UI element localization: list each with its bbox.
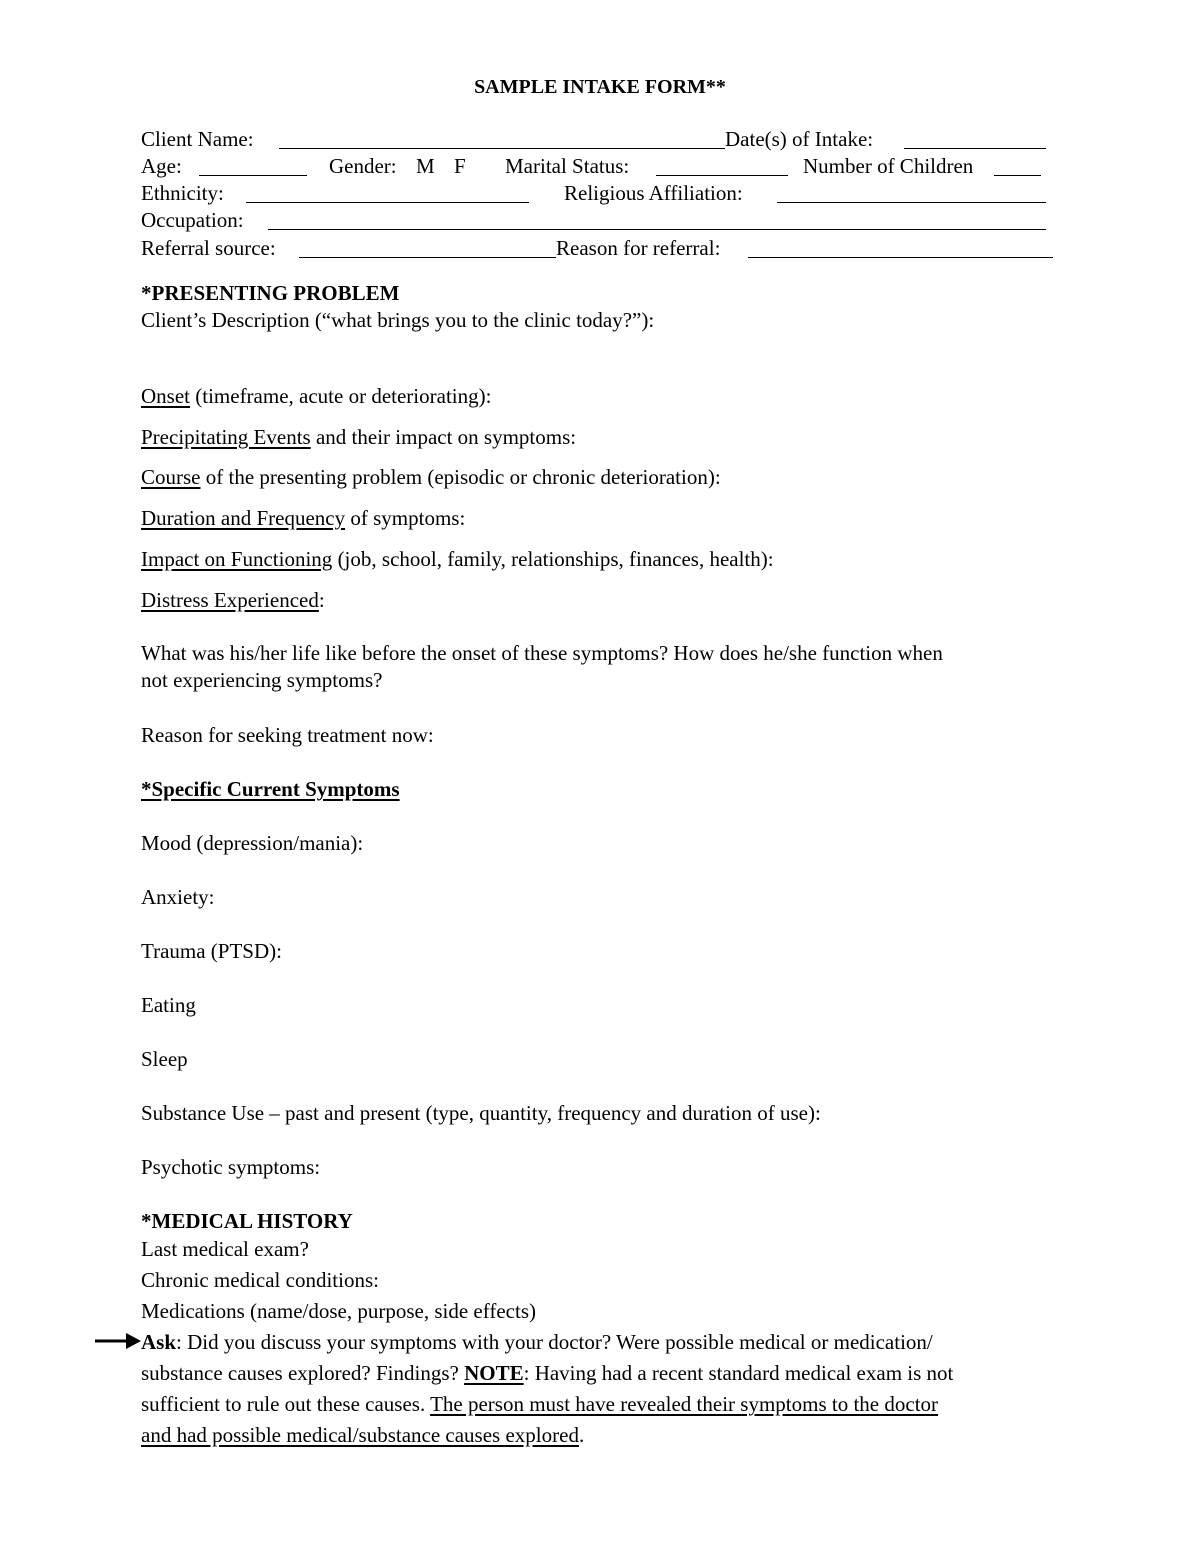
marital-status-label: Marital Status: (505, 154, 630, 178)
reason-seeking-treatment-prompt: Reason for seeking treatment now: (141, 723, 434, 747)
psychotic-symptoms-prompt: Psychotic symptoms: (141, 1155, 321, 1179)
distress-experienced-label: Distress Experienced (141, 588, 319, 612)
course-text: of the presenting problem (episodic or chronic deterioration): (200, 465, 721, 489)
substance-use-prompt: Substance Use – past and present (type, quantity, frequency and duration of use): (141, 1101, 821, 1125)
age-field[interactable] (199, 175, 307, 176)
eating-prompt: Eating (141, 993, 196, 1017)
occupation-field[interactable] (268, 229, 1046, 230)
duration-frequency-text: of symptoms: (345, 506, 466, 530)
ask-line3 (141, 1391, 938, 1417)
impact-on-functioning-text: (job, school, family, relationships, finances, health): (332, 547, 774, 571)
ask-line4-underlined: and had possible medical/substance causes explored (141, 1423, 579, 1447)
ask-line4 (141, 1422, 584, 1448)
duration-frequency-label: Duration and Frequency (141, 506, 346, 530)
medications-prompt: Medications (name/dose, purpose, side effects) (141, 1299, 536, 1323)
current-symptoms-heading: *Specific Current Symptoms (141, 777, 400, 801)
number-of-children-field[interactable] (994, 175, 1041, 176)
religious-affiliation-label: Religious Affiliation: (564, 181, 743, 205)
ask-line2-text: substance causes explored? Findings? (141, 1361, 465, 1385)
distress-experienced-prompt (141, 587, 325, 613)
dates-of-intake-field[interactable] (904, 148, 1046, 149)
form-title: SAMPLE INTAKE FORM** (474, 76, 726, 98)
impact-on-functioning-prompt (141, 546, 774, 572)
ask-text: : Did you discuss your symptoms with your doctor? Were possible medical or medication/ (176, 1330, 933, 1354)
chronic-conditions-prompt: Chronic medical conditions: (141, 1268, 379, 1292)
occupation-label: Occupation: (141, 208, 244, 232)
referral-source-label: Referral source: (141, 236, 276, 260)
ask-line3-underlined: The person must have revealed their symptoms to the doctor (430, 1392, 939, 1416)
mood-prompt: Mood (depression/mania): (141, 831, 364, 855)
arrow-right-icon (95, 1330, 141, 1352)
gender-option-m[interactable]: M (416, 154, 435, 178)
precipitating-events-label: Precipitating Events (141, 425, 311, 449)
precipitating-events-prompt (141, 424, 576, 450)
onset-label: Onset (141, 384, 190, 408)
ask-line4-end: . (578, 1423, 585, 1447)
onset-prompt (141, 383, 491, 409)
ask-label: Ask (141, 1330, 177, 1354)
marital-status-field[interactable] (656, 175, 788, 176)
course-label: Course (141, 465, 201, 489)
ethnicity-field[interactable] (246, 202, 529, 203)
reason-for-referral-label: Reason for referral: (556, 236, 721, 260)
precipitating-events-text: and their impact on symptoms: (310, 425, 577, 449)
anxiety-prompt: Anxiety: (141, 885, 215, 909)
referral-source-field[interactable] (299, 257, 556, 258)
life-before-prompt-line1: What was his/her life like before the onset of these symptoms? How does he/she function when (141, 641, 943, 665)
client-description-prompt: Client’s Description (“what brings you to the clinic today?”): (141, 308, 655, 332)
dates-of-intake-label: Date(s) of Intake: (725, 127, 874, 151)
number-of-children-label: Number of Children (803, 154, 974, 178)
last-medical-exam-prompt: Last medical exam? (141, 1237, 309, 1261)
ask-line2 (141, 1360, 953, 1386)
religious-affiliation-field[interactable] (777, 202, 1046, 203)
gender-label: Gender: (329, 154, 397, 178)
presenting-problem-heading: *PRESENTING PROBLEM (141, 281, 400, 305)
course-prompt (141, 464, 721, 490)
life-before-prompt-line2: not experiencing symptoms? (141, 668, 383, 692)
client-name-field[interactable] (279, 148, 725, 149)
note-text: : Having had a recent standard medical exam is not (523, 1361, 954, 1385)
ethnicity-label: Ethnicity: (141, 181, 224, 205)
onset-text: (timeframe, acute or deteriorating): (190, 384, 492, 408)
ask-line1 (141, 1329, 933, 1355)
distress-experienced-text: : (318, 588, 325, 612)
ask-line3-text: sufficient to rule out these causes. (141, 1392, 431, 1416)
client-name-label: Client Name: (141, 127, 254, 151)
trauma-prompt: Trauma (PTSD): (141, 939, 282, 963)
duration-frequency-prompt (141, 505, 465, 531)
note-label: NOTE (464, 1361, 524, 1385)
reason-for-referral-field[interactable] (748, 257, 1053, 258)
impact-on-functioning-label: Impact on Functioning (141, 547, 333, 571)
sleep-prompt: Sleep (141, 1047, 188, 1071)
medical-history-heading: *MEDICAL HISTORY (141, 1209, 353, 1233)
gender-option-f[interactable]: F (454, 154, 466, 178)
age-label: Age: (141, 154, 182, 178)
